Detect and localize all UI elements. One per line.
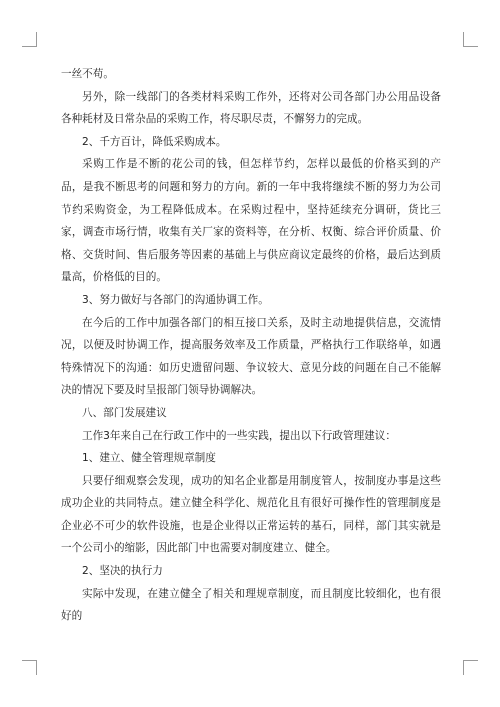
document-body <box>61 63 441 628</box>
paragraph-execution: 实际中发现，在建立健全了相关和理规章制度，而且制度比较细化，也有很好的 <box>61 587 441 623</box>
crop-mark-top-left <box>22 32 37 47</box>
crop-mark-bottom-right <box>463 660 478 675</box>
paragraph-office-supplies: 另外，除一线部门的各类材料采购工作外，还将对公司各部门办公用品设备各种耗材及日常杂品的采购工作，将尽职尽责，不懈努力的完成。 <box>61 90 441 126</box>
heading-rules: 1、建立、健全管理规章制度 <box>82 452 216 465</box>
heading-reduce-cost: 2、千方百计，降低采购成本。 <box>82 135 227 148</box>
paragraph-continuation: 一丝不苟。 <box>61 68 114 80</box>
crop-mark-bottom-left <box>22 660 37 675</box>
paragraph-intro-suggestions: 工作3年来自己在行政工作中的一些实践，提出以下行政管理建议： <box>82 429 396 442</box>
section-heading-department-suggestions: 八、部门发展建议 <box>82 406 167 419</box>
heading-communication: 3、努力做好与各部门的沟通协调工作。 <box>82 293 269 306</box>
paragraph-purchasing-cost: 采购工作是不断的花公司的钱，但怎样节约，怎样以最低的价格买到的产品，是我不断思考的问题和努力的方向。新的一年中我将继续不断的努力为公司节约采购资金，为工程降低成本。在采购过程中，坚持延续充分调研，货比三家，调查市场行情，收集有关厂家的资料等，在分析、权衡、综合评价质量、价格、交货时间、售后服务等因素的基础上与供应商议定最终的价格，最后达到质量高，价格低的目的。 <box>61 158 441 284</box>
heading-execution: 2、坚决的执行力 <box>82 565 163 578</box>
crop-mark-top-right <box>463 32 478 47</box>
paragraph-communication: 在今后的工作中加强各部门的相互接口关系，及时主动地提供信息，交流情况，以便及时协调工作，提高服务效率及工作质量，严格执行工作联络单，如遇特殊情况下的沟通：如历史遗留问题、争议较大、意见分歧的问题在自己不能解决的情况下要及时呈报部门领导协调解决。 <box>61 316 441 397</box>
paragraph-rules: 只要仔细观察会发现，成功的知名企业都是用制度管人，按制度办事是这些成功企业的共同特点。建立健全科学化、规范化且有很好可操作性的管理制度是企业必不可少的软件设施，也是企业得以正常运转的基石，同样，部门其实就是一个公司小的缩影，因此部门中也需要对制度建立、健全。 <box>61 474 441 555</box>
